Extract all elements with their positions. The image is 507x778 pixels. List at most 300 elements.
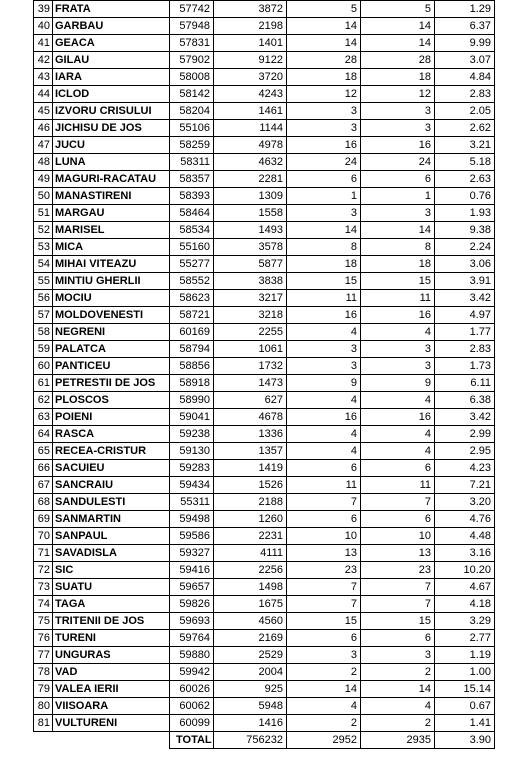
row-index-cell: 39 (34, 1, 53, 18)
count-b-cell: 1 (361, 188, 435, 205)
table-row (34, 409, 495, 426)
table-row (34, 647, 495, 664)
row-index-cell: 50 (34, 188, 53, 205)
count-a-cell: 8 (287, 239, 361, 256)
locality-name-cell: VIISOARA (53, 698, 170, 715)
percentage-cell: 3.29 (435, 613, 495, 630)
table-row (34, 579, 495, 596)
population-cell: 3872 (214, 1, 287, 18)
table-row (34, 1, 495, 18)
count-b-cell: 4 (361, 443, 435, 460)
count-b-cell: 11 (361, 477, 435, 494)
population-cell: 1401 (214, 35, 287, 52)
locality-code-cell: 59693 (170, 613, 214, 630)
count-a-cell: 7 (287, 494, 361, 511)
table-row (34, 460, 495, 477)
count-b-cell: 7 (361, 579, 435, 596)
population-cell: 1260 (214, 511, 287, 528)
table-row (34, 86, 495, 103)
count-a-cell: 3 (287, 341, 361, 358)
locality-code-cell: 59498 (170, 511, 214, 528)
locality-code-cell: 59764 (170, 630, 214, 647)
locality-name-cell: SIC (53, 562, 170, 579)
count-b-cell: 6 (361, 460, 435, 477)
locality-name-cell: PETRESTII DE JOS (53, 375, 170, 392)
locality-code-cell: 58534 (170, 222, 214, 239)
locality-code-cell: 58393 (170, 188, 214, 205)
locality-code-cell: 59586 (170, 528, 214, 545)
table-row (34, 239, 495, 256)
locality-code-cell: 58990 (170, 392, 214, 409)
population-cell: 4978 (214, 137, 287, 154)
population-cell: 1419 (214, 460, 287, 477)
row-index-cell: 49 (34, 171, 53, 188)
count-a-cell: 14 (287, 18, 361, 35)
table-row (34, 477, 495, 494)
table-row (34, 494, 495, 511)
population-cell: 4632 (214, 154, 287, 171)
locality-name-cell: TAGA (53, 596, 170, 613)
population-cell: 5877 (214, 256, 287, 273)
table-row (34, 426, 495, 443)
count-a-cell: 4 (287, 392, 361, 409)
table-row (34, 307, 495, 324)
population-cell: 2529 (214, 647, 287, 664)
percentage-cell: 4.97 (435, 307, 495, 324)
count-a-cell: 3 (287, 647, 361, 664)
table-row (34, 715, 495, 732)
percentage-cell: 2.63 (435, 171, 495, 188)
locality-name-cell: NEGRENI (53, 324, 170, 341)
percentage-cell: 1.19 (435, 647, 495, 664)
percentage-cell: 3.16 (435, 545, 495, 562)
count-b-cell: 15 (361, 613, 435, 630)
percentage-cell: 1.29 (435, 1, 495, 18)
count-b-cell: 15 (361, 273, 435, 290)
locality-code-cell: 58357 (170, 171, 214, 188)
percentage-cell: 10.20 (435, 562, 495, 579)
row-index-cell: 61 (34, 375, 53, 392)
row-index-cell: 79 (34, 681, 53, 698)
locality-name-cell: SAVADISLA (53, 545, 170, 562)
percentage-cell: 4.84 (435, 69, 495, 86)
count-a-cell: 14 (287, 35, 361, 52)
locality-name-cell: MOCIU (53, 290, 170, 307)
count-b-cell: 14 (361, 18, 435, 35)
locality-name-cell: TURENI (53, 630, 170, 647)
count-a-cell: 4 (287, 698, 361, 715)
population-cell: 4111 (214, 545, 287, 562)
count-b-cell: 28 (361, 52, 435, 69)
count-a-cell: 12 (287, 86, 361, 103)
locality-name-cell: VAD (53, 664, 170, 681)
percentage-cell: 3.07 (435, 52, 495, 69)
population-cell: 3838 (214, 273, 287, 290)
count-b-cell: 7 (361, 596, 435, 613)
locality-code-cell: 59041 (170, 409, 214, 426)
table-row (34, 324, 495, 341)
percentage-cell: 1.00 (435, 664, 495, 681)
population-cell: 1558 (214, 205, 287, 222)
locality-code-cell: 59657 (170, 579, 214, 596)
locality-name-cell: VULTURENI (53, 715, 170, 732)
row-index-cell: 48 (34, 154, 53, 171)
localities-table (33, 0, 495, 749)
table-row (34, 341, 495, 358)
count-b-cell: 6 (361, 171, 435, 188)
count-a-cell: 18 (287, 256, 361, 273)
table-row (34, 375, 495, 392)
locality-code-cell: 57902 (170, 52, 214, 69)
population-cell: 2169 (214, 630, 287, 647)
count-a-cell: 7 (287, 596, 361, 613)
population-cell: 2004 (214, 664, 287, 681)
locality-name-cell: IARA (53, 69, 170, 86)
population-cell: 1416 (214, 715, 287, 732)
locality-code-cell: 58142 (170, 86, 214, 103)
row-index-cell: 55 (34, 273, 53, 290)
row-index-cell: 51 (34, 205, 53, 222)
table-row (34, 630, 495, 647)
locality-name-cell: SACUIEU (53, 460, 170, 477)
locality-name-cell: MAGURI-RACATAU (53, 171, 170, 188)
count-b-cell: 3 (361, 205, 435, 222)
locality-name-cell: ICLOD (53, 86, 170, 103)
count-a-cell: 24 (287, 154, 361, 171)
count-b-cell: 24 (361, 154, 435, 171)
locality-code-cell: 58918 (170, 375, 214, 392)
population-cell: 9122 (214, 52, 287, 69)
locality-name-cell: RASCA (53, 426, 170, 443)
count-a-cell: 9 (287, 375, 361, 392)
total-blank-cell (53, 732, 170, 749)
count-b-cell: 6 (361, 630, 435, 647)
row-index-cell: 41 (34, 35, 53, 52)
count-b-cell: 16 (361, 409, 435, 426)
locality-name-cell: GILAU (53, 52, 170, 69)
total-percentage: 3.90 (435, 732, 495, 749)
count-a-cell: 3 (287, 358, 361, 375)
count-b-cell: 18 (361, 69, 435, 86)
count-a-cell: 4 (287, 426, 361, 443)
percentage-cell: 6.11 (435, 375, 495, 392)
locality-name-cell: VALEA IERII (53, 681, 170, 698)
row-index-cell: 74 (34, 596, 53, 613)
count-b-cell: 3 (361, 358, 435, 375)
percentage-cell: 4.23 (435, 460, 495, 477)
population-cell: 1498 (214, 579, 287, 596)
percentage-cell: 2.83 (435, 86, 495, 103)
locality-code-cell: 60099 (170, 715, 214, 732)
locality-code-cell: 58623 (170, 290, 214, 307)
count-a-cell: 3 (287, 103, 361, 120)
count-a-cell: 16 (287, 307, 361, 324)
locality-name-cell: SANMARTIN (53, 511, 170, 528)
locality-name-cell: MOLDOVENESTI (53, 307, 170, 324)
row-index-cell: 76 (34, 630, 53, 647)
percentage-cell: 3.21 (435, 137, 495, 154)
locality-code-cell: 59283 (170, 460, 214, 477)
percentage-cell: 3.20 (435, 494, 495, 511)
locality-name-cell: SANDULESTI (53, 494, 170, 511)
locality-code-cell: 59880 (170, 647, 214, 664)
row-index-cell: 46 (34, 120, 53, 137)
count-a-cell: 2 (287, 664, 361, 681)
percentage-cell: 4.76 (435, 511, 495, 528)
locality-name-cell: TRITENII DE JOS (53, 613, 170, 630)
locality-code-cell: 58259 (170, 137, 214, 154)
table-row (34, 69, 495, 86)
percentage-cell: 1.93 (435, 205, 495, 222)
locality-code-cell: 60169 (170, 324, 214, 341)
percentage-cell: 6.37 (435, 18, 495, 35)
locality-name-cell: GARBAU (53, 18, 170, 35)
percentage-cell: 2.77 (435, 630, 495, 647)
percentage-cell: 6.38 (435, 392, 495, 409)
locality-name-cell: SUATU (53, 579, 170, 596)
count-a-cell: 15 (287, 273, 361, 290)
locality-code-cell: 60062 (170, 698, 214, 715)
count-b-cell: 3 (361, 120, 435, 137)
locality-name-cell: GEACA (53, 35, 170, 52)
row-index-cell: 65 (34, 443, 53, 460)
locality-name-cell: UNGURAS (53, 647, 170, 664)
count-a-cell: 14 (287, 681, 361, 698)
table-row (34, 562, 495, 579)
count-a-cell: 16 (287, 409, 361, 426)
total-population: 756232 (214, 732, 287, 749)
locality-code-cell: 57948 (170, 18, 214, 35)
population-cell: 1732 (214, 358, 287, 375)
count-a-cell: 4 (287, 443, 361, 460)
locality-name-cell: JICHISU DE JOS (53, 120, 170, 137)
row-index-cell: 71 (34, 545, 53, 562)
total-blank-cell (34, 732, 53, 749)
total-count-b: 2935 (361, 732, 435, 749)
count-a-cell: 6 (287, 460, 361, 477)
percentage-cell: 1.77 (435, 324, 495, 341)
population-cell: 4678 (214, 409, 287, 426)
percentage-cell: 2.99 (435, 426, 495, 443)
count-b-cell: 14 (361, 222, 435, 239)
table-row (34, 596, 495, 613)
count-b-cell: 2 (361, 664, 435, 681)
row-index-cell: 67 (34, 477, 53, 494)
percentage-cell: 4.67 (435, 579, 495, 596)
row-index-cell: 57 (34, 307, 53, 324)
population-cell: 5948 (214, 698, 287, 715)
population-cell: 4560 (214, 613, 287, 630)
population-cell: 1493 (214, 222, 287, 239)
count-a-cell: 11 (287, 477, 361, 494)
percentage-cell: 1.41 (435, 715, 495, 732)
count-a-cell: 18 (287, 69, 361, 86)
locality-name-cell: RECEA-CRISTUR (53, 443, 170, 460)
row-index-cell: 81 (34, 715, 53, 732)
locality-code-cell: 59327 (170, 545, 214, 562)
count-a-cell: 6 (287, 511, 361, 528)
count-b-cell: 9 (361, 375, 435, 392)
locality-code-cell: 58311 (170, 154, 214, 171)
row-index-cell: 75 (34, 613, 53, 630)
locality-code-cell: 55106 (170, 120, 214, 137)
locality-name-cell: POIENI (53, 409, 170, 426)
population-cell: 627 (214, 392, 287, 409)
table-row (34, 664, 495, 681)
percentage-cell: 3.91 (435, 273, 495, 290)
total-count-a: 2952 (287, 732, 361, 749)
percentage-cell: 2.24 (435, 239, 495, 256)
table-row (34, 18, 495, 35)
count-b-cell: 16 (361, 137, 435, 154)
locality-code-cell: 60026 (170, 681, 214, 698)
count-a-cell: 6 (287, 171, 361, 188)
percentage-cell: 9.38 (435, 222, 495, 239)
population-cell: 2255 (214, 324, 287, 341)
population-cell: 1144 (214, 120, 287, 137)
locality-code-cell: 58552 (170, 273, 214, 290)
row-index-cell: 68 (34, 494, 53, 511)
locality-name-cell: IZVORU CRISULUI (53, 103, 170, 120)
locality-name-cell: PALATCA (53, 341, 170, 358)
count-a-cell: 15 (287, 613, 361, 630)
table-row (34, 256, 495, 273)
table-row (34, 613, 495, 630)
locality-code-cell: 58856 (170, 358, 214, 375)
count-a-cell: 6 (287, 630, 361, 647)
table-row (34, 511, 495, 528)
table-row (34, 358, 495, 375)
count-b-cell: 3 (361, 341, 435, 358)
table-row (34, 273, 495, 290)
count-b-cell: 2 (361, 715, 435, 732)
count-b-cell: 10 (361, 528, 435, 545)
count-a-cell: 13 (287, 545, 361, 562)
population-cell: 3217 (214, 290, 287, 307)
row-index-cell: 42 (34, 52, 53, 69)
locality-code-cell: 58008 (170, 69, 214, 86)
table-row (34, 103, 495, 120)
percentage-cell: 0.67 (435, 698, 495, 715)
count-b-cell: 4 (361, 426, 435, 443)
count-a-cell: 10 (287, 528, 361, 545)
row-index-cell: 59 (34, 341, 53, 358)
table-row (34, 681, 495, 698)
row-index-cell: 45 (34, 103, 53, 120)
table-row (34, 392, 495, 409)
count-a-cell: 1 (287, 188, 361, 205)
count-a-cell: 11 (287, 290, 361, 307)
locality-name-cell: FRATA (53, 1, 170, 18)
count-b-cell: 13 (361, 545, 435, 562)
population-cell: 4243 (214, 86, 287, 103)
count-b-cell: 5 (361, 1, 435, 18)
percentage-cell: 3.42 (435, 290, 495, 307)
table-row (34, 137, 495, 154)
table-row (34, 188, 495, 205)
row-index-cell: 56 (34, 290, 53, 307)
population-cell: 2198 (214, 18, 287, 35)
table-row (34, 545, 495, 562)
population-cell: 1473 (214, 375, 287, 392)
locality-name-cell: MARGAU (53, 205, 170, 222)
population-cell: 3218 (214, 307, 287, 324)
population-cell: 3578 (214, 239, 287, 256)
count-b-cell: 7 (361, 494, 435, 511)
locality-name-cell: MICA (53, 239, 170, 256)
row-index-cell: 72 (34, 562, 53, 579)
percentage-cell: 15.14 (435, 681, 495, 698)
locality-name-cell: MANASTIRENI (53, 188, 170, 205)
population-cell: 1061 (214, 341, 287, 358)
percentage-cell: 9.99 (435, 35, 495, 52)
count-b-cell: 4 (361, 698, 435, 715)
locality-name-cell: PANTICEU (53, 358, 170, 375)
count-a-cell: 5 (287, 1, 361, 18)
population-cell: 1526 (214, 477, 287, 494)
total-row (34, 732, 495, 749)
locality-code-cell: 55160 (170, 239, 214, 256)
locality-code-cell: 57742 (170, 1, 214, 18)
count-b-cell: 12 (361, 86, 435, 103)
percentage-cell: 4.48 (435, 528, 495, 545)
count-b-cell: 3 (361, 103, 435, 120)
locality-code-cell: 59942 (170, 664, 214, 681)
table-row (34, 171, 495, 188)
population-cell: 1675 (214, 596, 287, 613)
population-cell: 1461 (214, 103, 287, 120)
table-row (34, 154, 495, 171)
count-a-cell: 2 (287, 715, 361, 732)
percentage-cell: 2.62 (435, 120, 495, 137)
count-a-cell: 28 (287, 52, 361, 69)
row-index-cell: 69 (34, 511, 53, 528)
total-label: TOTAL (170, 732, 214, 749)
locality-name-cell: LUNA (53, 154, 170, 171)
locality-name-cell: MARISEL (53, 222, 170, 239)
percentage-cell: 2.05 (435, 103, 495, 120)
locality-name-cell: PLOSCOS (53, 392, 170, 409)
row-index-cell: 43 (34, 69, 53, 86)
count-b-cell: 4 (361, 324, 435, 341)
count-a-cell: 7 (287, 579, 361, 596)
count-a-cell: 16 (287, 137, 361, 154)
count-a-cell: 4 (287, 324, 361, 341)
population-cell: 925 (214, 681, 287, 698)
percentage-cell: 4.18 (435, 596, 495, 613)
row-index-cell: 77 (34, 647, 53, 664)
table-row (34, 698, 495, 715)
count-a-cell: 3 (287, 205, 361, 222)
row-index-cell: 64 (34, 426, 53, 443)
locality-name-cell: JUCU (53, 137, 170, 154)
row-index-cell: 62 (34, 392, 53, 409)
data-table-container (33, 0, 495, 749)
locality-code-cell: 59434 (170, 477, 214, 494)
table-row (34, 52, 495, 69)
count-b-cell: 14 (361, 681, 435, 698)
population-cell: 2188 (214, 494, 287, 511)
row-index-cell: 70 (34, 528, 53, 545)
row-index-cell: 63 (34, 409, 53, 426)
percentage-cell: 1.73 (435, 358, 495, 375)
population-cell: 2231 (214, 528, 287, 545)
row-index-cell: 60 (34, 358, 53, 375)
table-row (34, 120, 495, 137)
percentage-cell: 3.42 (435, 409, 495, 426)
population-cell: 1309 (214, 188, 287, 205)
row-index-cell: 73 (34, 579, 53, 596)
